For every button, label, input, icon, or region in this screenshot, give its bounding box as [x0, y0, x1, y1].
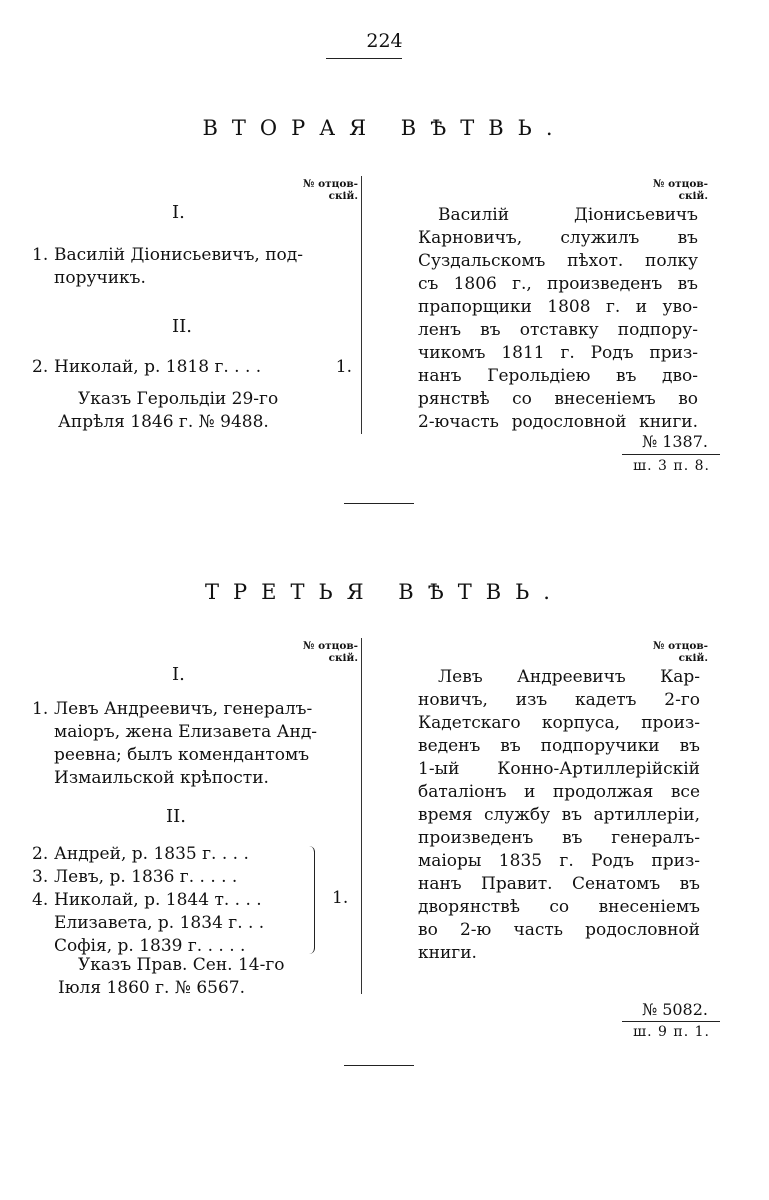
section-heading-second-branch: ВТОРАЯ ВѢТВЬ. — [202, 116, 567, 140]
generation-numeral: II. — [172, 316, 192, 337]
column-divider — [361, 176, 362, 434]
genealogy-entry: 1. Левъ Андреевичъ, генералъ- маіоръ, жена Елизавета Анд- реевна; былъ комендантомъ Измаильской крѣпости. — [32, 699, 318, 788]
list-item: Софія, р. 1839 г. . . . . — [54, 936, 246, 956]
section-heading-third-branch: ТРЕТЬЯ ВѢТВЬ. — [205, 580, 564, 604]
section-separator — [344, 1065, 414, 1066]
shelf-mark: ш. 9 п. 1. — [633, 1024, 710, 1040]
record-rule — [622, 1021, 720, 1022]
genealogy-entry: 2. Николай, р. 1818 г. . . . 1. — [32, 357, 352, 377]
generation-numeral: I. — [172, 202, 185, 223]
shelf-mark: ш. 3 п. 8. — [633, 458, 710, 474]
column-header-right: № отцов- скій. — [653, 178, 708, 202]
genealogy-entry: 1. Василій Діонисьевичъ, под- поручикъ. — [32, 245, 303, 288]
decree-reference: Указъ Герольдіи 29-го Апрѣля 1846 г. № 9488. — [58, 389, 279, 432]
narrative-text: Левъ Андреевичъ Кар- новичъ, изъ кадетъ 2-го Кадетскаго корпуса, произ- веденъ въ подпоручики въ 1-ый Конно-Артиллерійскій баталіонъ и продолжая все время службу въ артиллеріи, произведенъ въ генералъ- маіоры 1835 г. Родъ приз- нанъ Правит. Сенатомъ въ дворянствѣ со внесеніемъ во 2-ю часть родословной книги. — [418, 667, 700, 963]
column-header-left: № отцов- скій. — [303, 178, 358, 202]
list-item: 4. Николай, р. 1844 т. . . . — [32, 890, 262, 910]
generation-numeral: I. — [172, 664, 185, 685]
page-number-underline — [326, 58, 402, 59]
list-item: 3. Левъ, р. 1836 г. . . . . — [32, 867, 238, 887]
generation-numeral: II. — [166, 806, 186, 827]
page-number: 224 — [366, 30, 403, 52]
record-rule — [622, 454, 720, 455]
decree-reference: Указъ Прав. Сен. 14-го Іюля 1860 г. № 6567. — [58, 955, 285, 998]
list-item: 2. Андрей, р. 1835 г. . . . — [32, 844, 249, 864]
column-header-right: № отцов- скій. — [653, 640, 708, 664]
narrative-text: Василій Діонисьевичъ Карновичъ, служилъ въ Суздальскомъ пѣхот. полку съ 1806 г., произведенъ въ прапорщики 1808 г. и уво- ленъ въ отставку подпору- чикомъ 1811 г. Родъ приз- нанъ Герольдіею въ дво- рянствѣ со внесеніемъ во 2-ючасть родословной книги. — [418, 205, 698, 432]
section-separator — [344, 503, 414, 504]
brace-reference: 1. — [332, 888, 349, 908]
list-item: Елизавета, р. 1834 г. . . — [54, 913, 265, 933]
column-header-left: № отцов- скій. — [303, 640, 358, 664]
record-number: № 1387. — [641, 432, 708, 451]
column-divider — [361, 638, 362, 994]
record-number: № 5082. — [641, 1000, 708, 1019]
genealogy-entry-list — [32, 843, 312, 958]
brace — [308, 846, 315, 954]
